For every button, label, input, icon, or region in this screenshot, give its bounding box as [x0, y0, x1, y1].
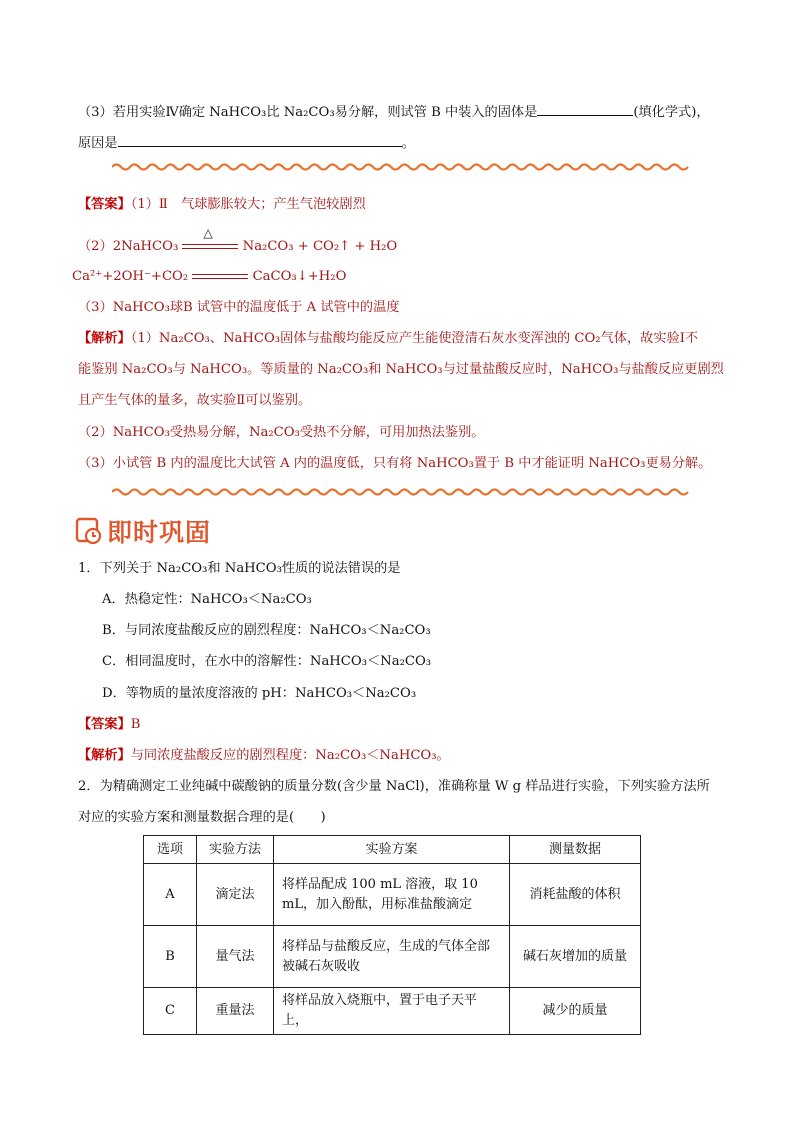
- q3-end-mark: 。: [401, 136, 415, 151]
- analysis-p3: （3）小试管 B 内的温度比大试管 A 内的温度低，只有将 NaHCO₃置于 B 中才能证明 NaHCO₃更易分解。: [78, 456, 712, 471]
- analysis-p1-l1: （1）Na₂CO₃、NaHCO₃固体与盐酸均能反应产生能使澄清石灰水变浑浊的 CO₂气体，故实验Ⅰ不: [130, 331, 699, 346]
- table-row: [144, 926, 641, 988]
- q1-analysis-text: 与同浓度盐酸反应的剧烈程度：Na₂CO₃＜NaHCO₃。: [130, 748, 450, 763]
- q1-option-c[interactable]: C．相同温度时，在水中的溶解性：NaHCO₃＜Na₂CO₃: [102, 654, 432, 669]
- table-cell-method: 重量法: [197, 988, 274, 1035]
- answer-1: （1）Ⅱ 气球膨胀较大；产生气泡较剧烈: [130, 197, 366, 212]
- q3-line2: [78, 134, 415, 153]
- table-row: [144, 864, 641, 926]
- q1-option-b[interactable]: B．与同浓度盐酸反应的剧烈程度：NaHCO₃＜Na₂CO₃: [102, 623, 431, 638]
- table-row: [144, 988, 641, 1035]
- eq1-products: Na₂CO₃ + CO₂↑ + H₂O: [242, 239, 398, 254]
- table-header-cell: 实验方案: [274, 836, 510, 864]
- q3-text-a: （3）若用实验Ⅳ确定 NaHCO₃比 Na₂CO₃易分解，则试管 B 中装入的固体是: [78, 105, 538, 120]
- eq2-equals: [192, 270, 248, 284]
- table-header-cell: 实验方法: [197, 836, 274, 864]
- table-header-cell: 选项: [144, 836, 197, 864]
- q1-analysis-tag: 【解析】: [78, 748, 131, 763]
- q3-blank-reason[interactable]: [118, 134, 402, 147]
- wave-divider-2: [112, 487, 690, 497]
- eq-double-bar-2: [192, 274, 248, 279]
- q3-blank-formula[interactable]: [537, 103, 633, 116]
- answer-equation-2: [72, 268, 346, 286]
- analysis-p1-l3: 且产生气体的量多，故实验Ⅱ可以鉴别。: [78, 393, 312, 408]
- clock-book-icon: [75, 517, 103, 545]
- q3-text-b: (填化学式)，: [633, 105, 710, 120]
- table-cell-plan: 将样品与盐酸反应，生成的气体全部被碱石灰吸收: [274, 926, 510, 988]
- q1-option-a[interactable]: A．热稳定性：NaHCO₃＜Na₂CO₃: [102, 592, 312, 607]
- table-cell-plan: 将样品配成 100 mL 溶液，取 10 mL，加入酚酞，用标准盐酸滴定: [274, 864, 510, 926]
- analysis-tag: 【解析】: [78, 331, 131, 346]
- eq2-products: CaCO₃↓+H₂O: [252, 269, 347, 284]
- analysis-p1-l2: 能鉴别 Na₂CO₃与 NaHCO₃。等质量的 Na₂CO₃和 NaHCO₃与过量盐酸反应时，NaHCO₃与盐酸反应更剧烈: [78, 362, 724, 377]
- q1-answer-tag: 【答案】: [78, 717, 131, 732]
- table-cell-option: A: [144, 864, 197, 926]
- analysis-p2: （2）NaHCO₃受热易分解，Na₂CO₃受热不分解，可用加热法鉴别。: [78, 425, 485, 440]
- q1-option-d[interactable]: D．等物质的量浓度溶液的 pH：NaHCO₃＜Na₂CO₃: [102, 686, 417, 701]
- wave-divider: [112, 162, 690, 172]
- table-cell-method: 量气法: [197, 926, 274, 988]
- table-cell-data: 消耗盐酸的体积: [510, 864, 641, 926]
- heat-triangle-icon: △: [203, 225, 213, 240]
- table-cell-option: C: [144, 988, 197, 1035]
- table-cell-plan: 将样品放入烧瓶中，置于电子天平上，: [274, 988, 510, 1035]
- section-header: [75, 516, 211, 546]
- q1-analysis: [78, 747, 450, 765]
- eq1-condition-arrow: [182, 225, 238, 254]
- answer-tag: 【答案】: [78, 197, 131, 212]
- q3-reason-label: 原因是: [78, 136, 118, 151]
- q2-stem-line2: 对应的实验方案和测量数据合理的是( ): [78, 810, 326, 825]
- table-header-cell: 测量数据: [510, 836, 641, 864]
- eq1-reactants: （2）2NaHCO₃: [78, 239, 179, 254]
- q1-answer: [78, 716, 140, 734]
- q1-answer-value: B: [130, 717, 141, 732]
- eq2-reactants: Ca²⁺+2OH⁻+CO₂: [72, 269, 189, 284]
- q2-stem-line1: 2．为精确测定工业纯碱中碳酸钠的质量分数(含少量 NaCl)，准确称量 W g 样品进行实验，下列实验方法所: [78, 779, 710, 794]
- analysis-line1: [78, 330, 698, 348]
- eq-double-bar: [182, 244, 238, 249]
- table-cell-data: 碱石灰增加的质量: [510, 926, 641, 988]
- q3-line1: [78, 103, 710, 122]
- table-cell-data: 减少的质量: [510, 988, 641, 1035]
- answer-line1: [78, 196, 366, 214]
- table-cell-method: 滴定法: [197, 864, 274, 926]
- q2-table: [143, 835, 641, 1035]
- answer-line3: （3）NaHCO₃球B 试管中的温度低于 A 试管中的温度: [78, 300, 400, 315]
- table-header-row: [144, 836, 641, 864]
- section-title: 即时巩固: [107, 518, 212, 547]
- q1-stem: 1．下列关于 Na₂CO₃和 NaHCO₃性质的说法错误的是: [78, 561, 401, 576]
- answer-equation-1: [78, 225, 398, 256]
- table-cell-option: B: [144, 926, 197, 988]
